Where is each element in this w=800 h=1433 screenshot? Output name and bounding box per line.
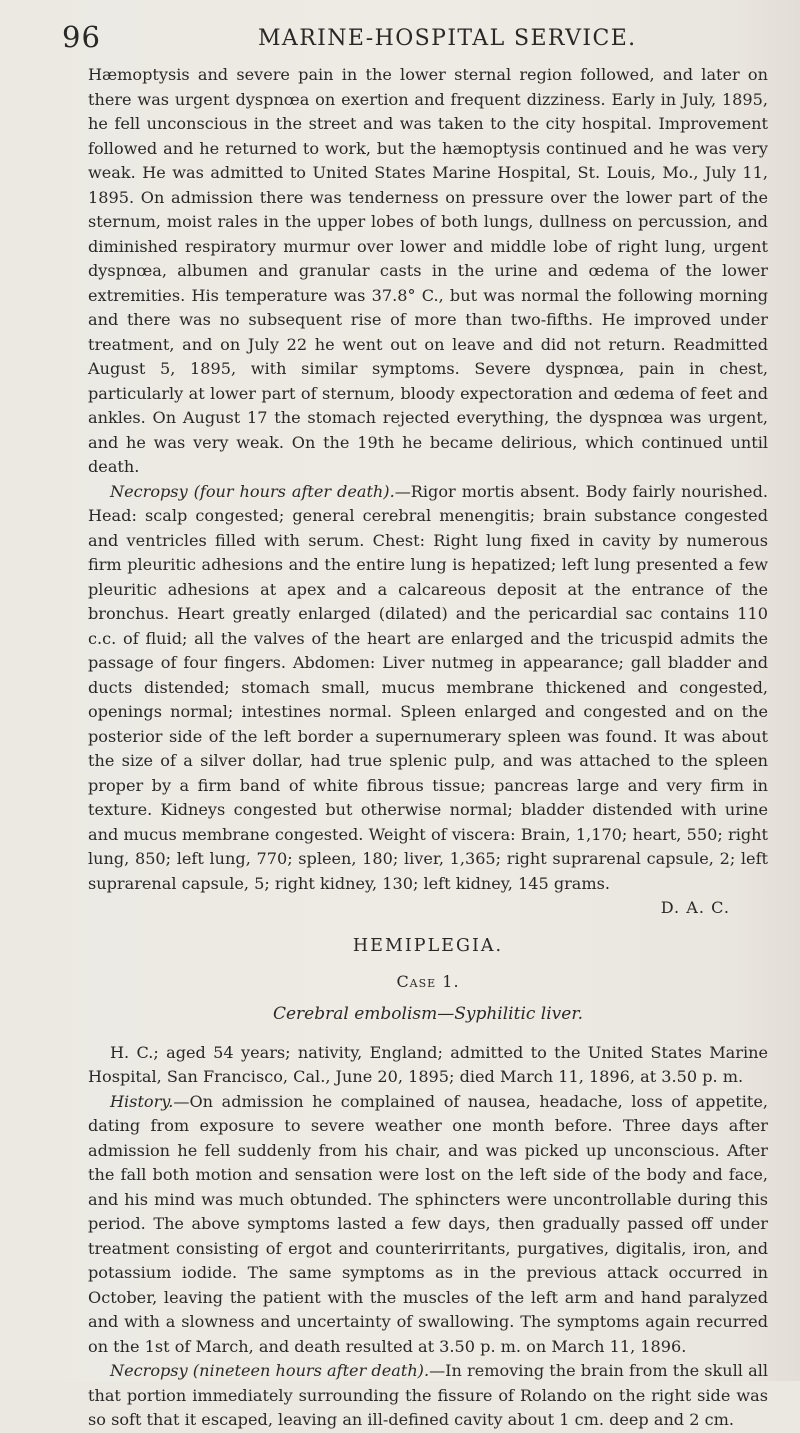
body-text [88, 63, 768, 1433]
page-number: 96 [62, 20, 101, 54]
case-necropsy-label: Necropsy (nineteen hours after death). [110, 1361, 430, 1380]
case-history-label: History. [110, 1091, 174, 1111]
case-intro-text: H. C.; aged 54 years; nativity, England; admitted to the United States Marine Hospital, San Francisco, Cal., June 20, 1895; died March 11, 1896, at 3.50 p. m. [88, 1042, 768, 1086]
necropsy-text: —Rigor mortis absent. Body fairly nourished. Head: scalp congested; general cerebral menengitis; brain substance congested and ventricles filled with serum. Chest: Right lung fixed in cavity by numerous firm pleuritic adhesions and the entire lung is hepatized; left lung presented a few pleuritic adhesions at apex and a calcareous deposit at the entrance of the bronchus. Heart greatly enlarged (dilated) and the pericardial sac contains 110 c.c. of fluid; all the valves of the heart are enlarged and the tricuspid admits the passage of four fingers. Abdomen: Liver nutmeg in appearance; gall bladder and ducts distended; stomach small, mucus membrane thickened and congested, openings normal; intestines normal. Spleen enlarged and congested and on the posterior side of the left border a supernumerary spleen was found. It was about the size of a silver dollar, had true splenic pulp, and was attached to the spleen proper by a firm band of white fibrous tissue; pancreas large and very firm in texture. Kidneys congested but otherwise normal; bladder distended with urine and mucus membrane congested. Weight of viscera: Brain, 1,170; heart, 550; right lung, 850; left lung, 770; spleen, 180; liver, 1,365; right suprarenal capsule, 2; left suprarenal capsule, 5; right kidney, 130; left kidney, 145 grams. [88, 481, 769, 893]
running-title: MARINE-HOSPITAL SERVICE. [258, 26, 637, 51]
author-initials: D. A. C. [660, 898, 730, 917]
case-necropsy-paragraph [88, 1359, 768, 1433]
history-paragraph [88, 63, 768, 480]
case-necropsy-text: —In removing the brain from the skull all that portion immediately surrounding the fissure of Rolando on the right side was so soft that it escaped, leaving an ill-defined cavity about 1 cm. deep and 2 cm. [88, 1361, 768, 1429]
necropsy-paragraph [88, 480, 768, 897]
case-history-paragraph [88, 1090, 768, 1360]
case-subtitle: Cerebral embolism—Syphilitic liver. [272, 1003, 584, 1024]
case-intro-paragraph [88, 1041, 768, 1090]
case-history-text: —On admission he complained of nausea, headache, loss of appetite, dating from exposure to severe weather one month before. Three days after admission he fell suddenly from his chair, and was picked up unconscious. After the fall both motion and sensation were lost on the left side of the body and face, and his mind was much obtunded. The sphincters were uncontrollable during this period. The above symptoms lasted a few days, then gradually passed off under treatment consisting of ergot and counterirritants, purgatives, digitalis, iron, and potassium iodide. The same symptoms as in the previous attack occurred in October, leaving the patient with the muscles of the left arm and hand paralyzed and with a slowness and uncertainty of swallowing. The symptoms again recurred on the 1st of March, and death resulted at 3.50 p. m. on March 11, 1896. [88, 1091, 768, 1356]
case-heading: Case 1. [396, 971, 460, 991]
section-heading: HEMIPLEGIA. [352, 935, 504, 956]
necropsy-label: Necropsy (four hours after death). [110, 481, 395, 501]
history-text: Hæmoptysis and severe pain in the lower sternal region followed, and later on there was urgent dyspnœa on exertion and frequent dizziness. Early in July, 1895, he fell unconscious in the street and was taken to the city hospital. Improvement followed and he returned to work, but the hæmoptysis continued and he was very weak. He was admitted to United States Marine Hospital, St. Louis, Mo., July 11, 1895. On admission there was tenderness on pressure over the lower part of the sternum, moist rales in the upper lobes of both lungs, dullness on percussion, and diminished respiratory murmur over lower and middle lobe of right lung, urgent dyspnœa, albumen and granular casts in the urine and œdema of the lower extremities. His temperature was 37.8° C., but was normal the following morning and there was no subsequent rise of more than two-fifths. He improved under treatment, and on July 22 he went out on leave and did not return. Readmitted August 5, 1895, with similar symptoms. Severe dyspnœa, pain in chest, particularly at lower part of sternum, bloody expectoration and œdema of feet and ankles. On August 17 the stomach rejected everything, the dyspnœa was urgent, and he was very weak. On the 19th he became delirious, which continued until death. [88, 65, 768, 476]
page-header [62, 20, 770, 56]
